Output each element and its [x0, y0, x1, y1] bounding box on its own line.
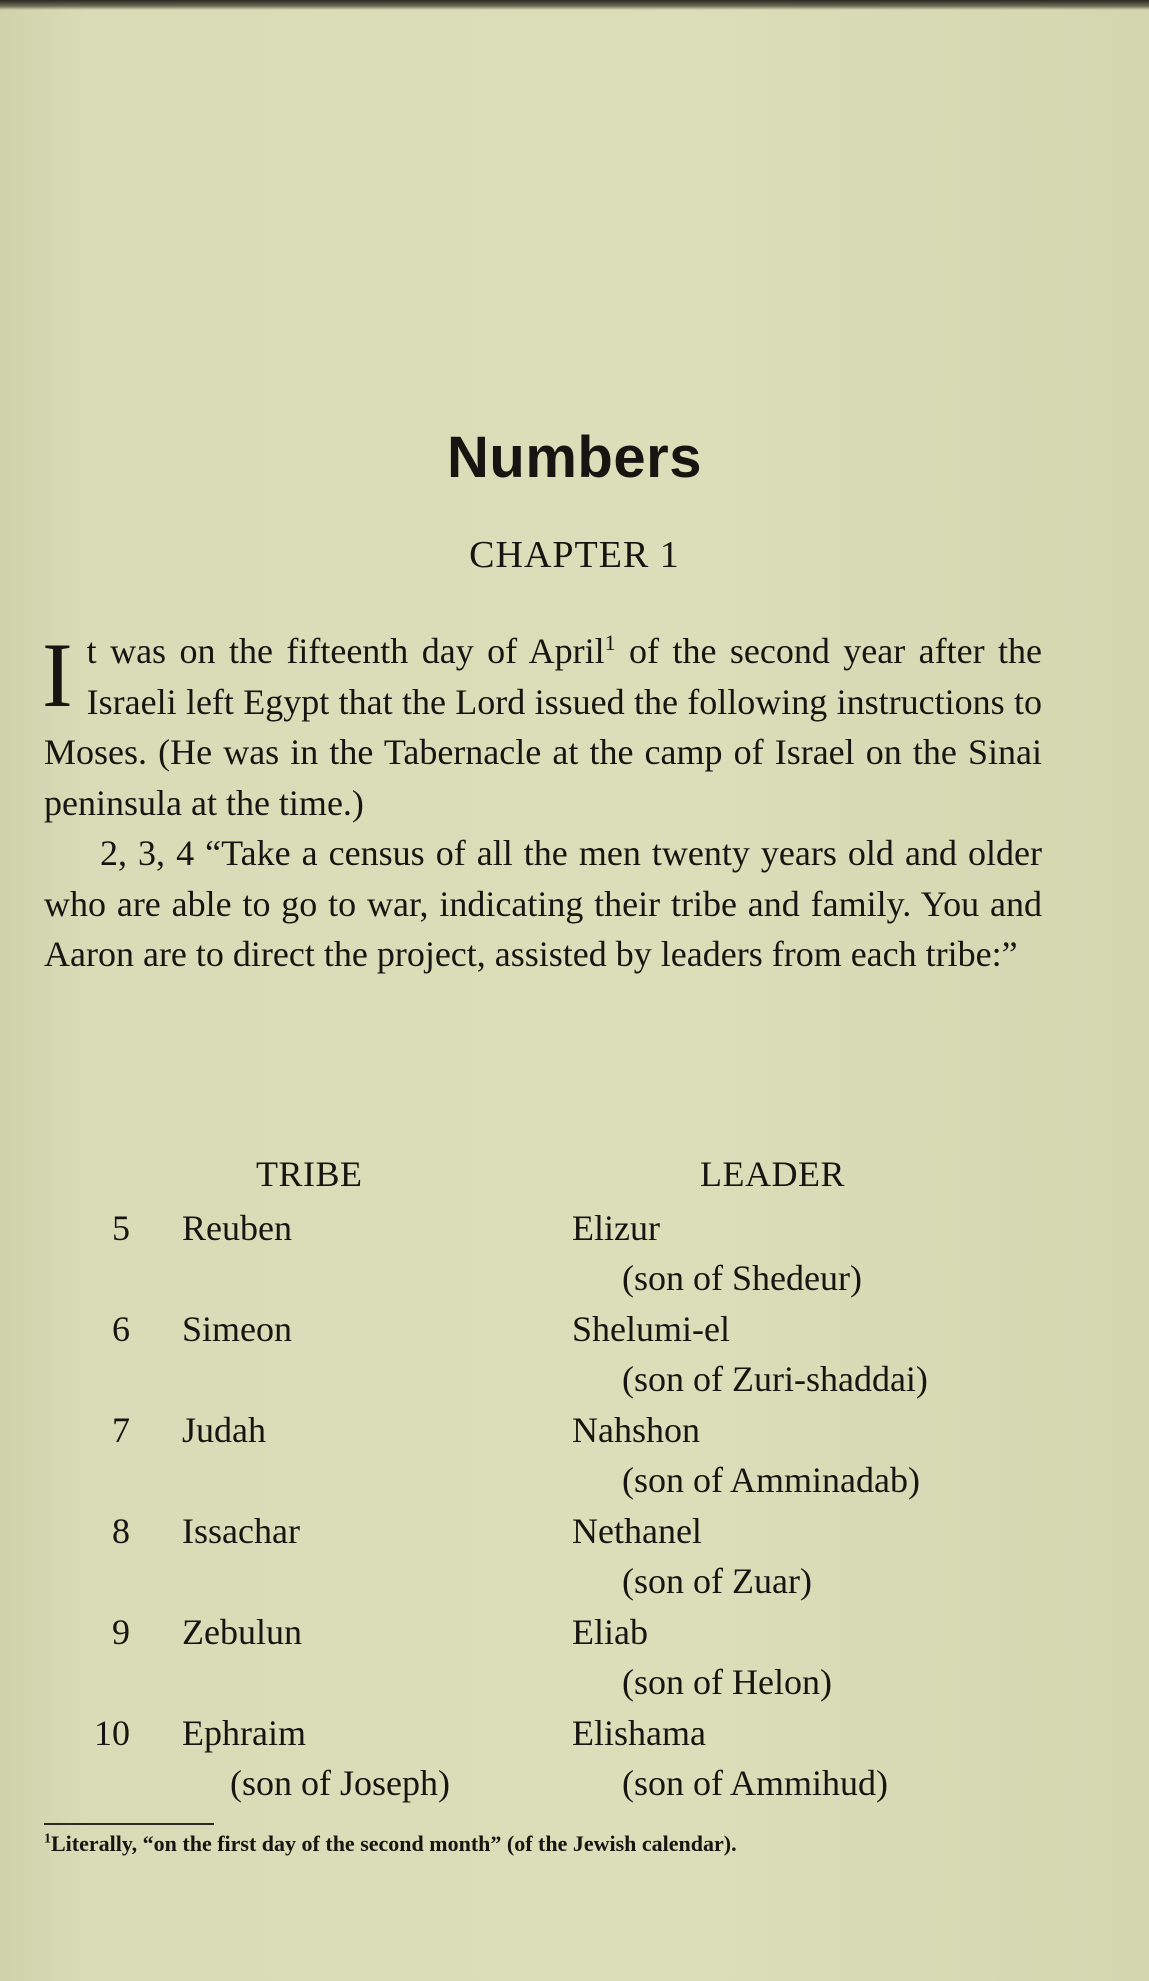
leader-name: Eliab [572, 1612, 648, 1652]
leader-parent: (son of Helon) [622, 1662, 832, 1702]
footnote [44, 1830, 1044, 1857]
table-row-continuation [0, 1358, 1149, 1408]
verse-number: 9 [112, 1612, 130, 1652]
tribe-name: Judah [182, 1410, 266, 1450]
paragraph-1-text-b: of the second year after the Israeli left Egypt that the Lord issued the following instructions to Moses. (He was in the Tabernacle at the camp of Israel on the Sinai peninsula at the time.) [44, 631, 1042, 823]
verse-number: 7 [112, 1410, 130, 1450]
page-top-edge [0, 0, 1149, 10]
tribe-name: Reuben [182, 1208, 292, 1248]
verse-number: 5 [112, 1208, 130, 1248]
verse-number: 10 [94, 1713, 130, 1753]
table-row [0, 1308, 1149, 1358]
table-row-continuation [0, 1762, 1149, 1812]
leader-name: Shelumi-el [572, 1309, 730, 1349]
verse-number: 6 [112, 1309, 130, 1349]
leader-name: Elishama [572, 1713, 706, 1753]
tribe-name: Ephraim [182, 1713, 306, 1753]
paragraph-2: 2, 3, 4 “Take a census of all the men twenty years old and older who are able to go to war, indicating their tribe and family. You and Aaron are to direct the project, assisted by leaders from each tribe:” [44, 833, 1042, 974]
footnote-divider [44, 1823, 214, 1825]
leader-parent: (son of Shedeur) [622, 1258, 862, 1298]
leader-name: Elizur [572, 1208, 660, 1248]
paragraph-1-text-a: t was on the fifteenth day of April [86, 631, 605, 671]
table-row [0, 1510, 1149, 1560]
leader-parent: (son of Ammihud) [622, 1763, 888, 1803]
paragraph-1 [44, 626, 1042, 828]
body-text [44, 626, 1042, 980]
table-row-continuation [0, 1459, 1149, 1509]
leader-parent: (son of Zuar) [622, 1561, 812, 1601]
tribe-parent: (son of Joseph) [230, 1763, 450, 1803]
footnote-reference: 1 [604, 630, 616, 655]
leader-parent: (son of Zuri-shaddai) [622, 1359, 928, 1399]
drop-cap: I [42, 624, 73, 726]
verse-number: 8 [112, 1511, 130, 1551]
tribe-name: Simeon [182, 1309, 293, 1349]
table-row [0, 1712, 1149, 1762]
leader-name: Nethanel [572, 1511, 702, 1551]
chapter-heading: CHAPTER 1 [469, 534, 680, 576]
book-title: Numbers [447, 425, 702, 490]
tribe-column-header: TRIBE [256, 1154, 363, 1194]
leader-column-header: LEADER [700, 1154, 845, 1194]
leader-parent: (son of Amminadab) [622, 1460, 920, 1500]
table-row [0, 1207, 1149, 1257]
table-row-continuation [0, 1560, 1149, 1610]
footnote-text: Literally, “on the first day of the second month” (of the Jewish calendar). [51, 1831, 737, 1856]
footnote-mark: 1 [44, 1831, 51, 1847]
table-row-continuation [0, 1661, 1149, 1711]
tribe-name: Issachar [182, 1511, 300, 1551]
table-row [0, 1611, 1149, 1661]
tribe-name: Zebulun [182, 1612, 302, 1652]
table-row-continuation [0, 1257, 1149, 1307]
table-row [0, 1409, 1149, 1459]
leader-name: Nahshon [572, 1410, 700, 1450]
